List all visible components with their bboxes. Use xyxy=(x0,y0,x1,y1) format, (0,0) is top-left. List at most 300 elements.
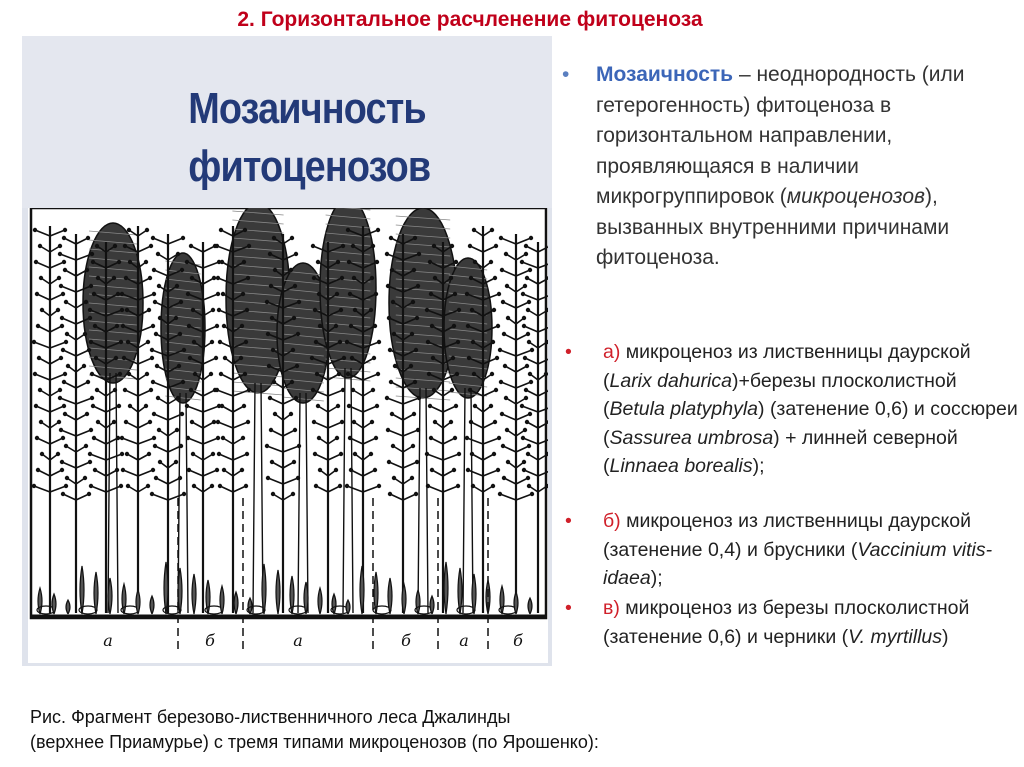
larch-needles xyxy=(177,364,181,368)
bullet-dot: • xyxy=(565,341,572,363)
larch-needles xyxy=(58,388,62,392)
larch-needles xyxy=(244,484,248,488)
larch-needles xyxy=(454,404,458,408)
larch-needles xyxy=(346,228,350,232)
larch-needles xyxy=(209,372,213,376)
larch-needles xyxy=(158,316,162,320)
larch-needles xyxy=(175,428,179,432)
larch-needles xyxy=(317,292,321,296)
larch-needles xyxy=(335,436,339,440)
larch-needles xyxy=(192,340,196,344)
ground-plant xyxy=(528,598,532,614)
larch-needles xyxy=(241,292,245,296)
larch-needles xyxy=(503,364,507,368)
larch-needles xyxy=(247,244,251,248)
larch-needles xyxy=(371,244,375,248)
larch-needles xyxy=(468,244,472,248)
larch-needles xyxy=(151,324,155,328)
larch-needles xyxy=(350,356,354,360)
larch-needles xyxy=(154,332,158,336)
larch-needles xyxy=(345,484,349,488)
larch-needles xyxy=(187,324,191,328)
larch-needles xyxy=(267,364,271,368)
larch-needles xyxy=(432,244,436,248)
larch-needles xyxy=(33,228,37,232)
larch-needles xyxy=(210,340,214,344)
larch-needles xyxy=(345,340,349,344)
larch-needles xyxy=(189,388,193,392)
larch-needles xyxy=(471,340,475,344)
larch-needles xyxy=(189,244,193,248)
larch-needles xyxy=(63,412,67,416)
larch-needles xyxy=(39,276,43,280)
larch-needles xyxy=(62,404,66,408)
larch-needles xyxy=(92,292,96,296)
larch-needles xyxy=(505,428,509,432)
larch-needles xyxy=(90,372,94,376)
larch-needles xyxy=(316,260,320,264)
larch-needles xyxy=(524,396,528,400)
larch-needles xyxy=(504,252,508,256)
larch-needles xyxy=(84,300,88,304)
larch-needles xyxy=(294,396,298,400)
larch-needles xyxy=(455,372,459,376)
larch-needles xyxy=(338,484,342,488)
larch-needles xyxy=(497,436,501,440)
ground-plant xyxy=(108,578,112,614)
larch-needles xyxy=(125,452,129,456)
section-label: б xyxy=(513,631,523,650)
larch-needles xyxy=(89,484,93,488)
larch-needles xyxy=(86,236,90,240)
larch-needles xyxy=(528,372,532,376)
larch-needles xyxy=(83,476,87,480)
larch-needles xyxy=(245,452,249,456)
larch-needles xyxy=(215,388,219,392)
larch-needles xyxy=(428,260,432,264)
larch-needles xyxy=(144,260,148,264)
larch-needles xyxy=(266,332,270,336)
larch-needles xyxy=(176,252,180,256)
larch-needles xyxy=(265,444,269,448)
larch-needles xyxy=(63,268,67,272)
larch-needles xyxy=(386,428,390,432)
larch-needles xyxy=(181,380,185,384)
larch-needles xyxy=(83,332,87,336)
item-a-latin3: Sassurea umbrosa xyxy=(609,426,774,449)
larch-needles xyxy=(414,348,418,352)
caption-line1: Рис. Фрагмент березово-лиственничного леса Джалинды xyxy=(30,707,511,727)
larch-needles xyxy=(314,340,318,344)
larch-needles xyxy=(376,228,380,232)
larch-needles xyxy=(410,476,414,480)
larch-needles xyxy=(493,276,497,280)
larch-needles xyxy=(182,348,186,352)
larch-needles xyxy=(247,388,251,392)
larch-needles xyxy=(123,388,127,392)
figure-heading-line2: фитоценозов xyxy=(188,142,431,191)
larch-needles xyxy=(334,324,338,328)
larch-needles xyxy=(216,436,220,440)
larch-needles xyxy=(217,308,221,312)
larch-needles xyxy=(457,452,461,456)
larch-needles xyxy=(527,444,531,448)
larch-needles xyxy=(96,276,100,280)
larch-needles xyxy=(375,260,379,264)
item-a-marker: а) xyxy=(603,341,621,363)
larch-needles xyxy=(188,356,192,360)
figure-heading xyxy=(188,80,431,196)
larch-needles xyxy=(522,324,526,328)
larch-needles xyxy=(502,332,506,336)
larch-needles xyxy=(153,444,157,448)
larch-needles xyxy=(212,420,216,424)
larch-needles xyxy=(152,412,156,416)
larch-needles xyxy=(527,484,531,488)
larch-needles xyxy=(289,268,293,272)
larch-needles xyxy=(341,244,345,248)
larch-needles xyxy=(413,380,417,384)
larch-needles xyxy=(369,452,373,456)
larch-needles xyxy=(36,468,40,472)
larch-needles xyxy=(190,276,194,280)
larch-needles xyxy=(35,436,39,440)
larch-needles xyxy=(390,412,394,416)
larch-needles xyxy=(491,340,495,344)
larch-needles xyxy=(65,476,69,480)
larch-needles xyxy=(389,380,393,384)
larch-needles xyxy=(39,420,43,424)
larch-needles xyxy=(124,276,128,280)
larch-needles xyxy=(490,228,494,232)
larch-needles xyxy=(385,252,389,256)
larch-needles xyxy=(88,308,92,312)
ground-plant xyxy=(360,566,364,614)
larch-needles xyxy=(40,308,44,312)
larch-needles xyxy=(425,308,429,312)
larch-needles xyxy=(86,380,90,384)
larch-needles xyxy=(501,444,505,448)
larch-needles xyxy=(292,316,296,320)
larch-needles xyxy=(241,436,245,440)
larch-needles xyxy=(467,356,471,360)
larch-needles xyxy=(155,364,159,368)
item-a-text4: ) + линней северной ( xyxy=(603,426,958,477)
larch-needles xyxy=(245,308,249,312)
larch-needles xyxy=(273,268,277,272)
larch-needles xyxy=(457,308,461,312)
larch-needles xyxy=(410,332,414,336)
larch-needles xyxy=(118,372,122,376)
larch-needles xyxy=(310,356,314,360)
larch-needles xyxy=(499,380,503,384)
larch-needles xyxy=(190,420,194,424)
larch-needles xyxy=(291,492,295,496)
larch-needles xyxy=(313,452,317,456)
section-label: б xyxy=(401,631,411,650)
item-a-latin4: Linnaea borealis xyxy=(609,455,753,477)
larch-needles xyxy=(119,340,123,344)
larch-needles xyxy=(180,268,184,272)
larch-needles xyxy=(470,308,474,312)
figure-heading-line1: Мозаичность xyxy=(188,84,426,133)
larch-needles xyxy=(240,468,244,472)
larch-needles xyxy=(57,276,61,280)
larch-needles xyxy=(218,484,222,488)
larch-needles xyxy=(221,292,225,296)
larch-needles xyxy=(59,356,63,360)
larch-needles xyxy=(115,324,119,328)
larch-needles xyxy=(156,396,160,400)
larch-needles xyxy=(35,292,39,296)
larch-needles xyxy=(220,404,224,408)
larch-needles xyxy=(490,372,494,376)
item-c-marker: в) xyxy=(603,597,620,619)
larch-needles xyxy=(112,276,116,280)
larch-needles xyxy=(89,428,93,432)
larch-needles xyxy=(453,436,457,440)
larch-needles xyxy=(522,316,526,320)
larch-needles xyxy=(528,412,532,416)
larch-needles xyxy=(151,236,155,240)
larch-needles xyxy=(223,356,227,360)
larch-needles xyxy=(526,452,530,456)
larch-needles xyxy=(58,252,62,256)
larch-needles xyxy=(192,484,196,488)
larch-needles xyxy=(222,324,226,328)
larch-needles xyxy=(158,460,162,464)
larch-needles xyxy=(523,428,527,432)
larch-needles xyxy=(157,428,161,432)
larch-needles xyxy=(297,300,301,304)
larch-needles xyxy=(191,452,195,456)
larch-needles xyxy=(61,492,65,496)
larch-needles xyxy=(412,412,416,416)
larch-needles xyxy=(125,308,129,312)
larch-needles xyxy=(95,388,99,392)
larch-needles xyxy=(93,468,97,472)
larch-needles xyxy=(215,468,219,472)
larch-needles xyxy=(268,252,272,256)
larch-needles xyxy=(59,428,63,432)
larch-needles xyxy=(318,324,322,328)
larch-needles xyxy=(222,468,226,472)
larch-needles xyxy=(146,484,150,488)
larch-needles xyxy=(414,492,418,496)
larch-needles xyxy=(64,484,68,488)
larch-needles xyxy=(417,252,421,256)
larch-needles xyxy=(318,468,322,472)
ground-plant xyxy=(262,564,266,614)
bullet-dot: • xyxy=(565,510,572,532)
larch-needles xyxy=(372,356,376,360)
larch-needles xyxy=(433,276,437,280)
item-c xyxy=(565,594,1023,651)
larch-needles xyxy=(218,340,222,344)
larch-needles xyxy=(415,316,419,320)
larch-needles xyxy=(416,284,420,288)
larch-needles xyxy=(377,484,381,488)
item-a-text3: ) (затенение 0,6) и соссюреи ( xyxy=(603,398,1018,449)
larch-needles xyxy=(495,356,499,360)
ground-plant xyxy=(150,596,154,614)
larch-needles xyxy=(90,396,94,400)
larch-needles xyxy=(270,460,274,464)
larch-needles xyxy=(373,468,377,472)
larch-needles xyxy=(119,484,123,488)
larch-needles xyxy=(151,468,155,472)
larch-needles xyxy=(216,276,220,280)
larch-needles xyxy=(454,260,458,264)
larch-needles xyxy=(376,372,380,376)
larch-needles xyxy=(90,252,94,256)
larch-needles xyxy=(353,308,357,312)
larch-needles xyxy=(351,244,355,248)
larch-needles xyxy=(62,236,66,240)
larch-needles xyxy=(127,228,131,232)
larch-needles xyxy=(191,308,195,312)
larch-needles xyxy=(211,308,215,312)
larch-needles xyxy=(89,284,93,288)
larch-needles xyxy=(148,420,152,424)
larch-needles xyxy=(496,468,500,472)
larch-needles xyxy=(272,236,276,240)
larch-needles xyxy=(371,388,375,392)
ground-plant xyxy=(94,572,98,614)
larch-needles xyxy=(472,372,476,376)
larch-needles xyxy=(352,420,356,424)
larch-needles xyxy=(449,420,453,424)
larch-needles xyxy=(221,436,225,440)
larch-needles xyxy=(174,316,178,320)
larch-needles xyxy=(216,292,220,296)
larch-needles xyxy=(157,284,161,288)
larch-needles xyxy=(465,292,469,296)
larch-needles xyxy=(38,244,42,248)
larch-needles xyxy=(291,348,295,352)
larch-needles xyxy=(147,308,151,312)
larch-needles xyxy=(352,276,356,280)
larch-needles xyxy=(84,444,88,448)
larch-needles xyxy=(96,420,100,424)
larch-needles xyxy=(426,340,430,344)
larch-needles xyxy=(524,252,528,256)
larch-needles xyxy=(150,356,154,360)
larch-needles xyxy=(387,460,391,464)
larch-needles xyxy=(374,436,378,440)
larch-needles xyxy=(246,420,250,424)
item-a-text1: микроценоз из лиственницы даурской ( xyxy=(603,341,971,392)
larch-needles xyxy=(38,388,42,392)
larch-needles xyxy=(392,332,396,336)
larch-needles xyxy=(153,300,157,304)
larch-needles xyxy=(525,420,529,424)
larch-needles xyxy=(391,300,395,304)
larch-needles xyxy=(393,364,397,368)
larch-needles xyxy=(112,420,116,424)
definition-term: Мозаичность xyxy=(596,63,734,86)
larch-needles xyxy=(63,372,67,376)
larch-needles xyxy=(271,492,275,496)
larch-needles xyxy=(154,476,158,480)
larch-needles xyxy=(186,292,190,296)
larch-needles xyxy=(316,404,320,408)
larch-needles xyxy=(91,260,95,264)
larch-needles xyxy=(193,372,197,376)
larch-needles xyxy=(34,404,38,408)
larch-needles xyxy=(60,324,64,328)
larch-needles xyxy=(290,380,294,384)
figure-caption xyxy=(30,705,730,755)
larch-needles xyxy=(273,412,277,416)
larch-needles xyxy=(413,236,417,240)
larch-needles xyxy=(175,284,179,288)
larch-needles xyxy=(85,412,89,416)
larch-needles xyxy=(390,268,394,272)
larch-needles xyxy=(82,364,86,368)
ground-plant xyxy=(38,588,42,614)
larch-needles xyxy=(122,356,126,360)
larch-needles xyxy=(60,316,64,320)
larch-needles xyxy=(498,492,502,496)
ground-plant xyxy=(318,588,322,614)
larch-needles xyxy=(392,476,396,480)
larch-needles xyxy=(412,268,416,272)
larch-needles xyxy=(525,276,529,280)
caption-line2: (верхнее Приамурье) с тремя типами микроценозов (по Ярошенко): xyxy=(30,732,599,752)
larch-needles xyxy=(506,316,510,320)
item-a-latin2: Betula platyphyla xyxy=(609,398,759,420)
larch-needles xyxy=(335,292,339,296)
larch-needles xyxy=(144,404,148,408)
larch-needles xyxy=(244,340,248,344)
larch-needles xyxy=(526,476,530,480)
larch-needles xyxy=(370,420,374,424)
ground-plant xyxy=(416,590,420,614)
larch-needles xyxy=(117,404,121,408)
larch-needles xyxy=(40,452,44,456)
larch-needles xyxy=(113,244,117,248)
larch-needles xyxy=(522,460,526,464)
larch-needles xyxy=(178,332,182,336)
larch-needles xyxy=(315,372,319,376)
larch-needles xyxy=(214,356,218,360)
section-label: б xyxy=(205,631,215,650)
larch-needles xyxy=(145,228,149,232)
larch-needles xyxy=(521,436,525,440)
larch-needles xyxy=(523,356,527,360)
larch-needles xyxy=(33,372,37,376)
ground-plant xyxy=(430,596,434,614)
larch-needles xyxy=(210,484,214,488)
larch-needles xyxy=(272,380,276,384)
larch-needles xyxy=(61,292,65,296)
larch-needles xyxy=(268,396,272,400)
larch-needles xyxy=(520,404,524,408)
larch-needles xyxy=(340,420,344,424)
larch-needles xyxy=(92,436,96,440)
larch-needles xyxy=(466,468,470,472)
larch-needles xyxy=(34,260,38,264)
ground-plant xyxy=(500,586,504,614)
larch-needles xyxy=(469,276,473,280)
larch-needles xyxy=(289,412,293,416)
larch-needles xyxy=(56,308,60,312)
larch-needles xyxy=(148,276,152,280)
larch-needles xyxy=(123,244,127,248)
larch-needles xyxy=(386,284,390,288)
larch-needles xyxy=(338,340,342,344)
